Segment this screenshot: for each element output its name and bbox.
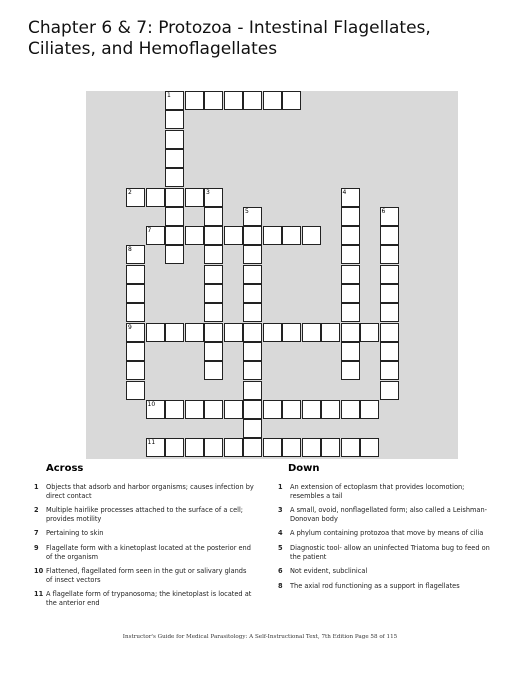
clue-text: Multiple hairlike processes attached to the surface of a cell; provides motility: [46, 506, 244, 523]
clue-number: 2: [34, 506, 39, 515]
grid-cell[interactable]: [204, 91, 223, 110]
grid-cell[interactable]: [165, 110, 184, 129]
grid-cell[interactable]: [146, 226, 165, 245]
clue-number: 9: [128, 323, 132, 331]
grid-cell[interactable]: [126, 381, 145, 400]
grid-cell[interactable]: [243, 400, 262, 419]
grid-cell[interactable]: [224, 91, 243, 110]
grid-cell[interactable]: [165, 168, 184, 187]
grid-cell[interactable]: [243, 226, 262, 245]
grid-cell[interactable]: [146, 438, 165, 457]
grid-cell[interactable]: [243, 342, 262, 361]
clue-number: 10: [147, 400, 156, 408]
title-line-1: Chapter 6 & 7: Protozoa - Intestinal Flagellates,: [28, 18, 431, 38]
title-line-2: Ciliates, and Hemoflagellates: [28, 39, 278, 59]
grid-cell[interactable]: [321, 400, 340, 419]
grid-cell[interactable]: [380, 381, 399, 400]
page-footer: Instructor's Guide for Medical Parasitology: A Self-Instructional Text, 7th Edition Page 58 of 115: [122, 634, 398, 640]
across-clue: [34, 544, 254, 561]
clue-text: Flagellate form with a kinetoplast located at the posterior end of the organism: [46, 543, 251, 561]
grid-cell[interactable]: [302, 400, 321, 419]
clue-number: 7: [34, 529, 39, 538]
crossword-grid: [86, 91, 458, 459]
grid-cell[interactable]: [126, 188, 145, 207]
grid-cell[interactable]: [165, 130, 184, 149]
grid-cell[interactable]: [321, 438, 340, 457]
grid-cell[interactable]: [282, 91, 301, 110]
across-clue: [34, 567, 254, 584]
grid-cell[interactable]: [263, 400, 282, 419]
grid-cell[interactable]: [341, 265, 360, 284]
grid-cell[interactable]: [204, 323, 223, 342]
clue-number: 9: [34, 543, 39, 552]
grid-cell[interactable]: [263, 438, 282, 457]
clue-number: 11: [34, 590, 44, 599]
across-clue-list: [34, 483, 254, 614]
clue-text: The axial rod functioning as a support in flagellates: [290, 581, 460, 590]
grid-cell[interactable]: [204, 303, 223, 322]
grid-cell[interactable]: [146, 323, 165, 342]
grid-cell[interactable]: [341, 342, 360, 361]
grid-cell[interactable]: [380, 323, 399, 342]
grid-cell[interactable]: [321, 323, 340, 342]
grid-cell[interactable]: [341, 303, 360, 322]
grid-cell[interactable]: [204, 188, 223, 207]
grid-cell[interactable]: [224, 400, 243, 419]
grid-cell[interactable]: [282, 438, 301, 457]
grid-cell[interactable]: [243, 438, 262, 457]
grid-cell[interactable]: [126, 342, 145, 361]
grid-cell[interactable]: [204, 400, 223, 419]
down-clue: [278, 544, 498, 561]
grid-cell[interactable]: [185, 91, 204, 110]
grid-cell[interactable]: [185, 438, 204, 457]
grid-cell[interactable]: [380, 303, 399, 322]
across-clue: [34, 483, 254, 500]
grid-cell[interactable]: [204, 207, 223, 226]
grid-cell[interactable]: [360, 438, 379, 457]
grid-cell[interactable]: [165, 226, 184, 245]
grid-cell[interactable]: [243, 381, 262, 400]
grid-cell[interactable]: [165, 207, 184, 226]
grid-cell[interactable]: [380, 284, 399, 303]
grid-cell[interactable]: [302, 323, 321, 342]
grid-cell[interactable]: [165, 245, 184, 264]
clue-text: A small, ovoid, nonflagellated form; also called a Leishman-Donovan body: [290, 506, 488, 523]
clue-number: 5: [245, 207, 249, 215]
grid-cell[interactable]: [185, 323, 204, 342]
clue-number: 8: [278, 581, 283, 590]
down-heading: Down: [288, 463, 320, 474]
grid-cell[interactable]: [302, 438, 321, 457]
grid-cell[interactable]: [224, 323, 243, 342]
grid-cell[interactable]: [126, 265, 145, 284]
clue-text: Objects that adsorb and harbor organisms; causes infection by direct contact: [46, 483, 254, 500]
grid-cell[interactable]: [165, 400, 184, 419]
grid-cell[interactable]: [263, 91, 282, 110]
grid-cell[interactable]: [165, 323, 184, 342]
clue-text: Not evident, subclinical: [290, 567, 368, 576]
grid-cell[interactable]: [243, 361, 262, 380]
grid-cell[interactable]: [185, 226, 204, 245]
grid-cell[interactable]: [204, 342, 223, 361]
clue-number: 3: [278, 506, 283, 515]
grid-cell[interactable]: [204, 265, 223, 284]
down-clue-list: [278, 483, 498, 596]
grid-cell[interactable]: [243, 323, 262, 342]
clue-text: Flattened, flagellated form seen in the gut or salivary glands of insect vectors: [46, 567, 247, 584]
grid-cell[interactable]: [146, 188, 165, 207]
clue-number: 5: [278, 543, 283, 552]
clue-number: 8: [128, 246, 132, 254]
grid-cell[interactable]: [282, 226, 301, 245]
grid-cell[interactable]: [165, 188, 184, 207]
grid-cell[interactable]: [380, 245, 399, 264]
clue-number: 1: [34, 483, 39, 491]
clue-text: A flagellate form of trypanosoma; the kinetoplast is located at the anterior end: [46, 590, 252, 607]
grid-cell[interactable]: [126, 245, 145, 264]
across-clue: [34, 506, 254, 523]
grid-cell[interactable]: [204, 438, 223, 457]
grid-cell[interactable]: [380, 361, 399, 380]
clue-number: 6: [381, 207, 386, 215]
grid-cell[interactable]: [224, 438, 243, 457]
grid-cell[interactable]: [243, 265, 262, 284]
grid-cell[interactable]: [243, 207, 262, 226]
grid-cell[interactable]: [302, 226, 321, 245]
clue-number: 3: [206, 188, 210, 196]
clue-number: 7: [147, 227, 152, 235]
grid-cell[interactable]: [243, 303, 262, 322]
grid-cell[interactable]: [341, 361, 360, 380]
grid-cell[interactable]: [263, 323, 282, 342]
down-clue: [278, 506, 498, 523]
grid-cell[interactable]: [243, 245, 262, 264]
grid-cell[interactable]: [126, 361, 145, 380]
down-clue: [278, 483, 498, 500]
grid-cell[interactable]: [380, 342, 399, 361]
clue-number: 2: [128, 188, 132, 196]
clue-text: An extension of ectoplasm that provides locomotion; resembles a tail: [290, 483, 465, 500]
grid-cell[interactable]: [126, 284, 145, 303]
grid-cell[interactable]: [243, 284, 262, 303]
grid-cell[interactable]: [341, 438, 360, 457]
grid-cell[interactable]: [204, 226, 223, 245]
clue-number: 1: [278, 483, 283, 491]
grid-cell[interactable]: [243, 91, 262, 110]
grid-cell[interactable]: [282, 400, 301, 419]
grid-cell[interactable]: [165, 438, 184, 457]
down-clue: [278, 529, 498, 538]
grid-cell[interactable]: [263, 226, 282, 245]
grid-cell[interactable]: [341, 245, 360, 264]
down-clue: [278, 582, 498, 591]
grid-cell[interactable]: [146, 400, 165, 419]
grid-cell[interactable]: [126, 323, 145, 342]
page-title: [28, 18, 431, 60]
grid-cell[interactable]: [380, 207, 399, 226]
clue-text: Pertaining to skin: [46, 529, 104, 538]
across-clue: [34, 590, 254, 607]
grid-cell[interactable]: [341, 188, 360, 207]
grid-cell[interactable]: [185, 400, 204, 419]
grid-cell[interactable]: [282, 323, 301, 342]
grid-cell[interactable]: [341, 226, 360, 245]
grid-cell[interactable]: [126, 303, 145, 322]
grid-cell[interactable]: [341, 207, 360, 226]
grid-cell[interactable]: [380, 265, 399, 284]
grid-cell[interactable]: [185, 188, 204, 207]
clue-number: 1: [167, 92, 171, 99]
clue-number: 10: [34, 567, 44, 576]
down-clue: [278, 567, 498, 576]
clue-number: 4: [278, 529, 283, 538]
across-clue: [34, 529, 254, 538]
grid-cell[interactable]: [380, 226, 399, 245]
grid-cell[interactable]: [204, 361, 223, 380]
grid-cell[interactable]: [341, 284, 360, 303]
grid-cell[interactable]: [165, 91, 184, 110]
clue-text: A phylum containing protozoa that move by means of cilia: [290, 529, 484, 538]
grid-cell[interactable]: [224, 226, 243, 245]
clue-number: 11: [147, 439, 156, 447]
grid-cell[interactable]: [165, 149, 184, 168]
grid-cell[interactable]: [341, 400, 360, 419]
clue-number: 4: [342, 188, 347, 196]
grid-cell[interactable]: [360, 323, 379, 342]
grid-cell[interactable]: [204, 284, 223, 303]
across-heading: Across: [46, 463, 84, 474]
clue-number: 6: [278, 567, 283, 576]
grid-cell[interactable]: [243, 419, 262, 438]
grid-cell[interactable]: [204, 245, 223, 264]
clue-text: Diagnostic tool- allow an uninfected Triatoma bug to feed on the patient: [290, 543, 490, 561]
grid-cell[interactable]: [360, 400, 379, 419]
grid-cell[interactable]: [341, 323, 360, 342]
